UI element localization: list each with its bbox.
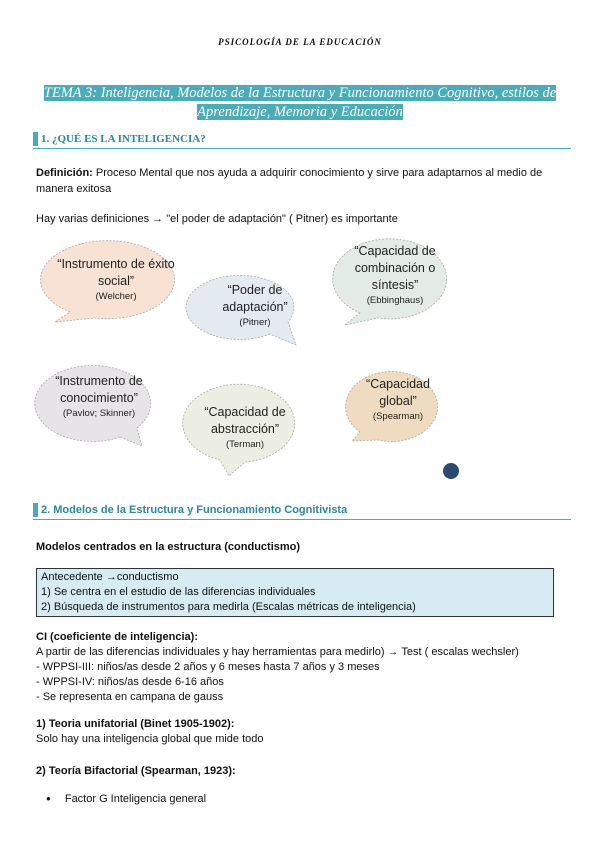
bubble-text-spearman: “Capacidad global” (Spearman) (366, 377, 430, 422)
section-2-heading: 2. Modelos de la Estructura y Funcionamiento Cognitivista (33, 503, 571, 520)
box-line: 1) Se centra en el estudio de las diferencias individuales (41, 586, 316, 598)
page-badge-icon (443, 463, 459, 479)
ci-line: - WPPSI-III: niños/as desde 2 años y 6 meses hasta 7 años y 3 meses (36, 661, 380, 673)
teoria1-heading: 1) Teoria unifatorial (Binet 1905-1902): (36, 718, 235, 730)
definitions-intro: Hay varias definiciones → "el poder de adaptación" ( Pitner) es importante (36, 213, 398, 225)
antecedent-box (36, 568, 554, 617)
definition-label: Definición: (36, 167, 93, 179)
definition-text: Proceso Mental que nos ayuda a adquirir conocimiento y sirve para adaptarnos al medio de manera exitosa (36, 167, 543, 195)
ci-line: A partir de las diferencias individuales y hay herramientas para medirlo) → Test ( escalas wechsler) (36, 646, 519, 658)
bullet-item: ● Factor G Inteligencia general (46, 793, 206, 805)
box-line: Antecedente →conductismo (41, 571, 179, 583)
bubble-text-ebbinghaus: “Capacidad de combinación o síntesis” (Ebbinghaus) (354, 244, 436, 306)
box-line: 2) Búsqueda de instrumentos para medirla (Escalas métricas de inteligencia) (41, 601, 416, 613)
teoria2-heading: 2) Teoría Bifactorial (Spearman, 1923): (36, 765, 236, 777)
bubble-text-pavlov-skinner: “Instrumento de conocimiento” (Pavlov; Skinner) (55, 374, 143, 419)
ci-block (36, 630, 566, 705)
section-1-heading: 1. ¿QUÉ ES LA INTELIGENCIA? (33, 132, 571, 149)
running-header: PSICOLOGÍA DE LA EDUCACIÓN (218, 37, 382, 47)
ci-heading: CI (coeficiente de inteligencia): (36, 631, 198, 643)
ci-line: - WPPSI-IV: niños/as desde 6-16 años (36, 676, 224, 688)
title-line-2: Aprendizaje, Memoria y Educación (197, 104, 403, 120)
ci-line: - Se representa en campana de gauss (36, 691, 224, 703)
subheading-structure-models: Modelos centrados en la estructura (conductismo) (36, 541, 301, 553)
bubble-text-welcher: “Instrumento de éxito social” (Welcher) (57, 257, 175, 302)
title-line-1: TEMA 3: Inteligencia, Modelos de la Estructura y Funcionamiento Cognitivo, estilos de (43, 85, 557, 101)
teoria-unifactorial (36, 717, 566, 747)
bubble-text-pitner: “Poder de adaptación” (Pitner) (222, 283, 288, 328)
bubble-text-terman: “Capacidad de abstracción” (Terman) (204, 405, 286, 450)
teoria1-text: Solo hay una inteligencia global que mide todo (36, 733, 264, 745)
